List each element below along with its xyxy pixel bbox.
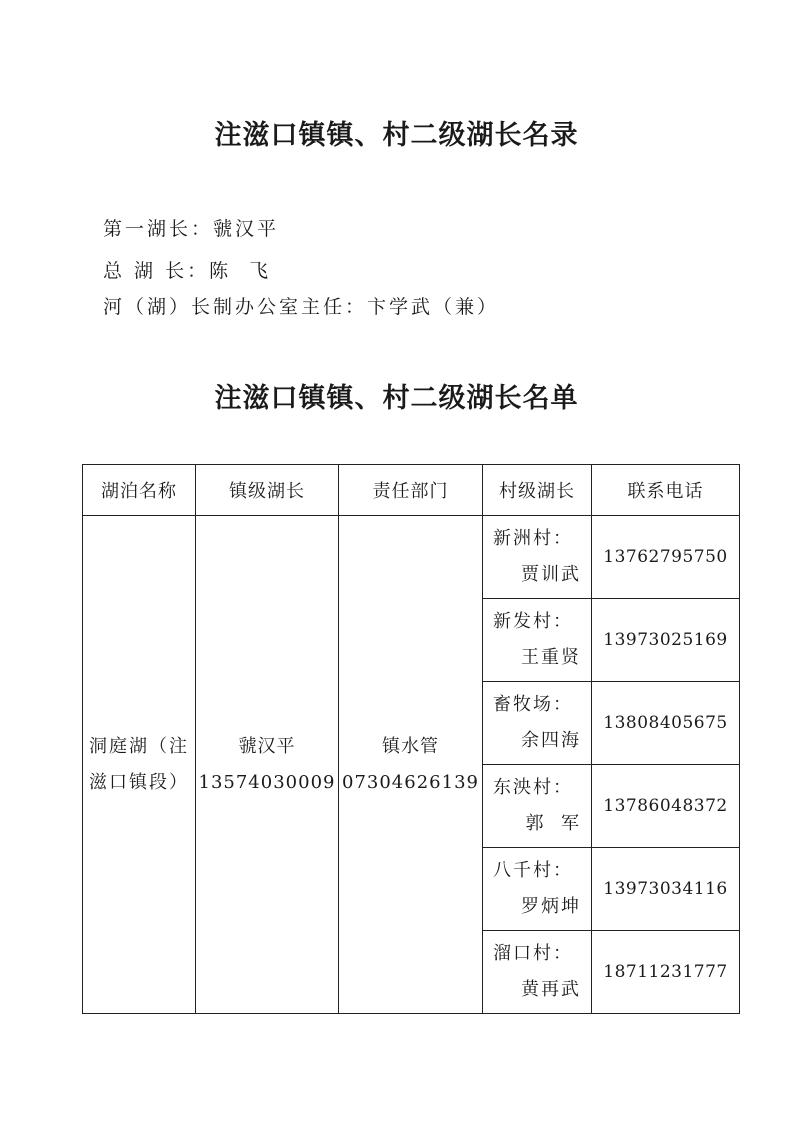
lake-name-cell <box>83 516 196 1014</box>
department-name: 镇水管 <box>382 735 439 757</box>
department-cell <box>339 516 483 1014</box>
village-phone: 18711231777 <box>592 931 740 1014</box>
village-name: 溜口村： <box>493 943 573 964</box>
lake-name-line: 洞庭湖（注 <box>89 735 189 757</box>
first-lake-chief-line: 第一湖长：虢汉平 <box>103 218 280 240</box>
village-name: 新发村： <box>493 611 573 632</box>
town-chief-cell <box>196 516 339 1014</box>
village-phone: 13973025169 <box>592 599 740 682</box>
general-lake-chief-line: 总 湖 长：陈 飞 <box>103 260 272 282</box>
lake-name-line: 滋口镇段） <box>89 771 189 793</box>
village-chief-cell <box>483 682 592 765</box>
village-name: 东泱村： <box>493 777 573 798</box>
village-phone: 13808405675 <box>592 682 740 765</box>
village-chief-name: 罗炳坤 <box>521 896 581 917</box>
village-chief-name: 王重贤 <box>521 647 581 668</box>
village-chief-cell <box>483 848 592 931</box>
village-chief-name: 贾训武 <box>521 564 581 585</box>
village-name: 畜牧场： <box>493 694 573 715</box>
village-name: 八千村： <box>493 860 573 881</box>
header-village-chief: 村级湖长 <box>483 465 592 516</box>
department-phone: 07304626139 <box>342 771 479 793</box>
village-name: 新洲村： <box>493 528 573 549</box>
village-chief-cell <box>483 599 592 682</box>
town-chief-name: 虢汉平 <box>238 735 296 757</box>
office-director-line: 河（湖）长制办公室主任：卞学武（兼） <box>103 296 500 318</box>
header-phone: 联系电话 <box>592 465 740 516</box>
village-chief-name: 郭 军 <box>525 813 581 834</box>
village-phone: 13786048372 <box>592 765 740 848</box>
village-chief-cell <box>483 931 592 1014</box>
table-header-row <box>83 465 740 516</box>
village-chief-name: 余四海 <box>521 730 581 751</box>
village-phone: 13973034116 <box>592 848 740 931</box>
village-chief-cell <box>483 765 592 848</box>
village-chief-cell <box>483 516 592 599</box>
town-chief-phone: 13574030009 <box>198 771 336 793</box>
lake-chief-table <box>82 464 740 1014</box>
document-title-table: 注滋口镇镇、村二级湖长名单 <box>214 383 579 414</box>
header-lake-name: 湖泊名称 <box>83 465 196 516</box>
document-title-list: 注滋口镇镇、村二级湖长名录 <box>214 120 579 151</box>
header-department: 责任部门 <box>339 465 483 516</box>
table-row <box>83 516 740 599</box>
header-town-chief: 镇级湖长 <box>196 465 339 516</box>
village-chief-name: 黄再武 <box>521 979 581 1000</box>
village-phone: 13762795750 <box>592 516 740 599</box>
